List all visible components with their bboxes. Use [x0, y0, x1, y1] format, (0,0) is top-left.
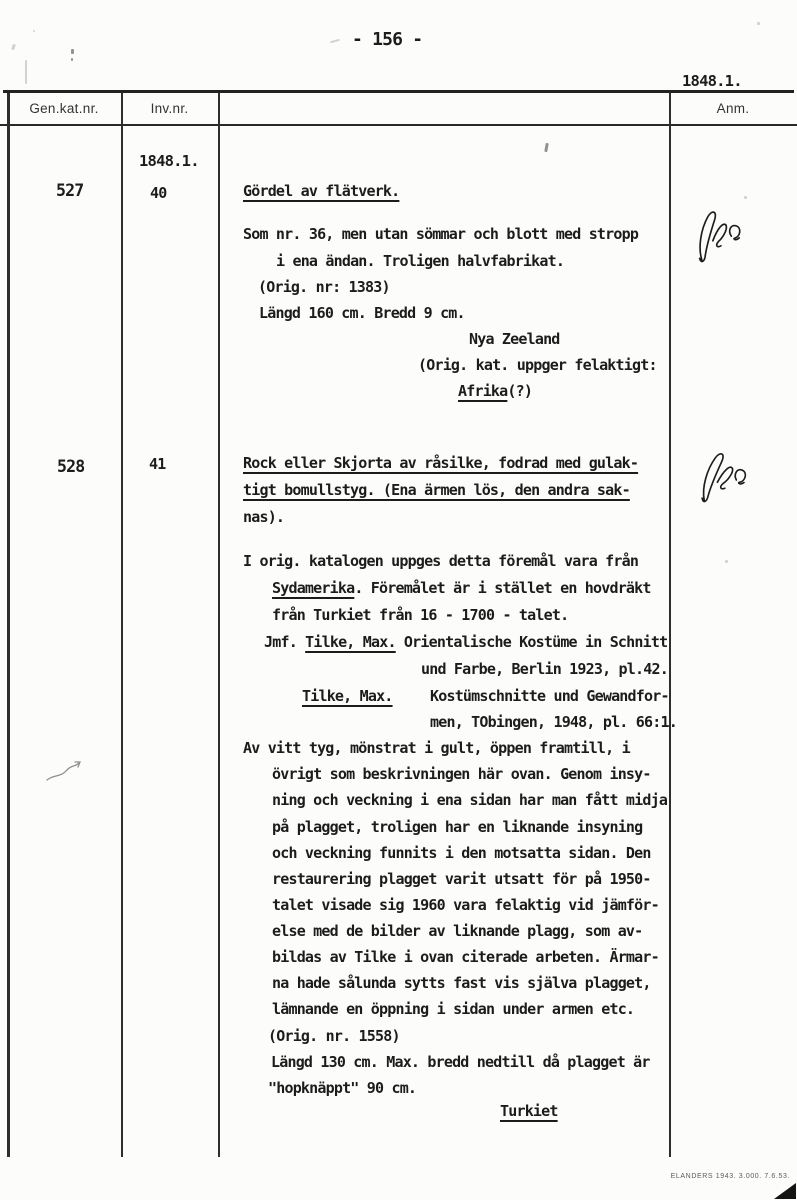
- entry-527-orig-wrong: [458, 382, 532, 400]
- entry-528-origin: Turkiet: [500, 1102, 558, 1120]
- scan-speck: [33, 30, 35, 32]
- entry-528-text-line: talet visade sig 1960 vara felaktig vid jämför-: [272, 896, 659, 914]
- entry-528-text-line: na hade sålunda sytts fast vis själva plagget,: [272, 974, 651, 992]
- entry-527-text-line: i ena ändan. Troligen halvfabrikat.: [276, 252, 565, 270]
- scan-speck: [25, 60, 27, 84]
- column-header-anm: Anm.: [716, 101, 750, 116]
- entry-527-orig-note: (Orig. kat. uppger felaktigt:: [418, 356, 657, 374]
- column-header-inv-nr: Inv.nr.: [150, 101, 189, 116]
- reference-author: Tilke, Max.: [305, 633, 396, 651]
- entry-527-text-line: Som nr. 36, men utan sömmar och blott med stropp: [243, 225, 639, 243]
- page-number: - 156 -: [352, 29, 423, 50]
- table-border-left: [7, 93, 10, 1157]
- entry-528-orig-nr: (Orig. nr. 1558): [268, 1027, 400, 1045]
- scan-speck: [71, 49, 74, 54]
- table-rule-header-bottom: [0, 124, 797, 126]
- entry-527-origin: Nya Zeeland: [469, 330, 560, 348]
- column-header-gen-kat-nr: Gen.kat.nr.: [29, 101, 99, 116]
- entry-527-dimensions: Längd 160 cm. Bredd 9 cm.: [259, 304, 465, 322]
- entry-528-reference-2-author: Tilke, Max.: [302, 687, 393, 705]
- entry-527-orig-nr: (Orig. nr: 1383): [258, 278, 390, 296]
- scan-speck: [725, 560, 728, 563]
- entry-528-text-line: övrigt som beskrivningen här ovan. Genom insy-: [272, 765, 651, 783]
- entry-528-text-line: I orig. katalogen uppges detta föremål vara från: [243, 552, 639, 570]
- entry-528-text-line: bildas av Tilke i ovan citerade arbeten. Ärmar-: [272, 948, 659, 966]
- printer-imprint: ELANDERS 1943. 3.000. 7.6.53.: [670, 1173, 790, 1180]
- entry-528-text-line: restaurering plagget varit utsatt för på 1950-: [272, 870, 651, 888]
- scan-speck: [744, 196, 747, 199]
- entry-528-dimensions-cont: "hopknäppt" 90 cm.: [268, 1079, 417, 1097]
- entry-527-title: Gördel av flätverk.: [243, 182, 400, 200]
- handwritten-foto-mark: [690, 448, 755, 509]
- entry-528-reference-2-title: Kostümschnitte und Gewandfor-: [430, 687, 669, 705]
- entry-528-text-line: else med de bilder av liknande plagg, som av-: [272, 922, 643, 940]
- column-divider-1: [121, 93, 123, 1157]
- scan-speck: [71, 58, 73, 61]
- gen-kat-nr-527: 527: [56, 181, 84, 200]
- entry-528-reference-1: [264, 633, 667, 651]
- scan-speck: [544, 143, 549, 152]
- entry-528-text-rest: . Föremålet är i stället en hovdräkt: [354, 579, 651, 597]
- scan-speck: [11, 44, 16, 51]
- entry-528-title-line: nas).: [243, 508, 285, 526]
- entry-528-sydamerika: Sydamerika: [272, 579, 355, 597]
- entry-528-text-line: lämnande en öppning i sidan under armen etc.: [272, 1000, 635, 1018]
- reference-title: Orientalische Kostüme in Schnitt: [395, 633, 668, 651]
- column-divider-3: [669, 93, 671, 1157]
- entry-528-dimensions: Längd 130 cm. Max. bredd nedtill då plagget är: [271, 1053, 650, 1071]
- column-divider-2: [218, 93, 220, 1157]
- entry-528-text-line: och veckning funnits i den motsatta sidan. Den: [272, 844, 651, 862]
- reference-prefix: Jmf.: [264, 633, 306, 651]
- entry-528-reference-2-cont: men, TObingen, 1948, pl. 66:1.: [430, 713, 677, 731]
- scan-speck: [757, 22, 760, 25]
- entry-527-orig-wrong-place: Afrika: [458, 382, 508, 400]
- entry-528-text-line: ning och veckning i ena sidan har man fått midja: [272, 791, 668, 809]
- scan-speck: [330, 39, 340, 44]
- gen-kat-nr-528: 528: [57, 457, 85, 476]
- pencil-squiggle-mark: [44, 756, 86, 790]
- entry-528-text-line: på plagget, troligen har en liknande insyning: [272, 818, 643, 836]
- inv-nr-40: 40: [150, 184, 167, 202]
- entry-528-text-line: från Turkiet från 16 - 1700 - talet.: [272, 606, 569, 624]
- entry-527-orig-wrong-suffix: (?): [507, 382, 533, 400]
- entry-528-title-line: tigt bomullstyg. (Ena ärmen lös, den andra sak-: [243, 481, 630, 499]
- entry-528-title-line: Rock eller Skjorta av råsilke, fodrad med gulak-: [243, 454, 639, 472]
- corner-triangle-mark: [774, 1183, 796, 1199]
- entry-528-text-line: [272, 579, 651, 597]
- catalog-year-ref: 1848.1.: [682, 72, 742, 90]
- entry-528-text-line: Av vitt tyg, mönstrat i gult, öppen framtill, i: [243, 739, 630, 757]
- inventory-group-year: 1848.1.: [139, 152, 199, 170]
- inv-nr-41: 41: [149, 455, 166, 473]
- entry-528-reference-1-cont: und Farbe, Berlin 1923, pl.42.: [421, 660, 668, 678]
- handwritten-foto-mark: [684, 206, 750, 268]
